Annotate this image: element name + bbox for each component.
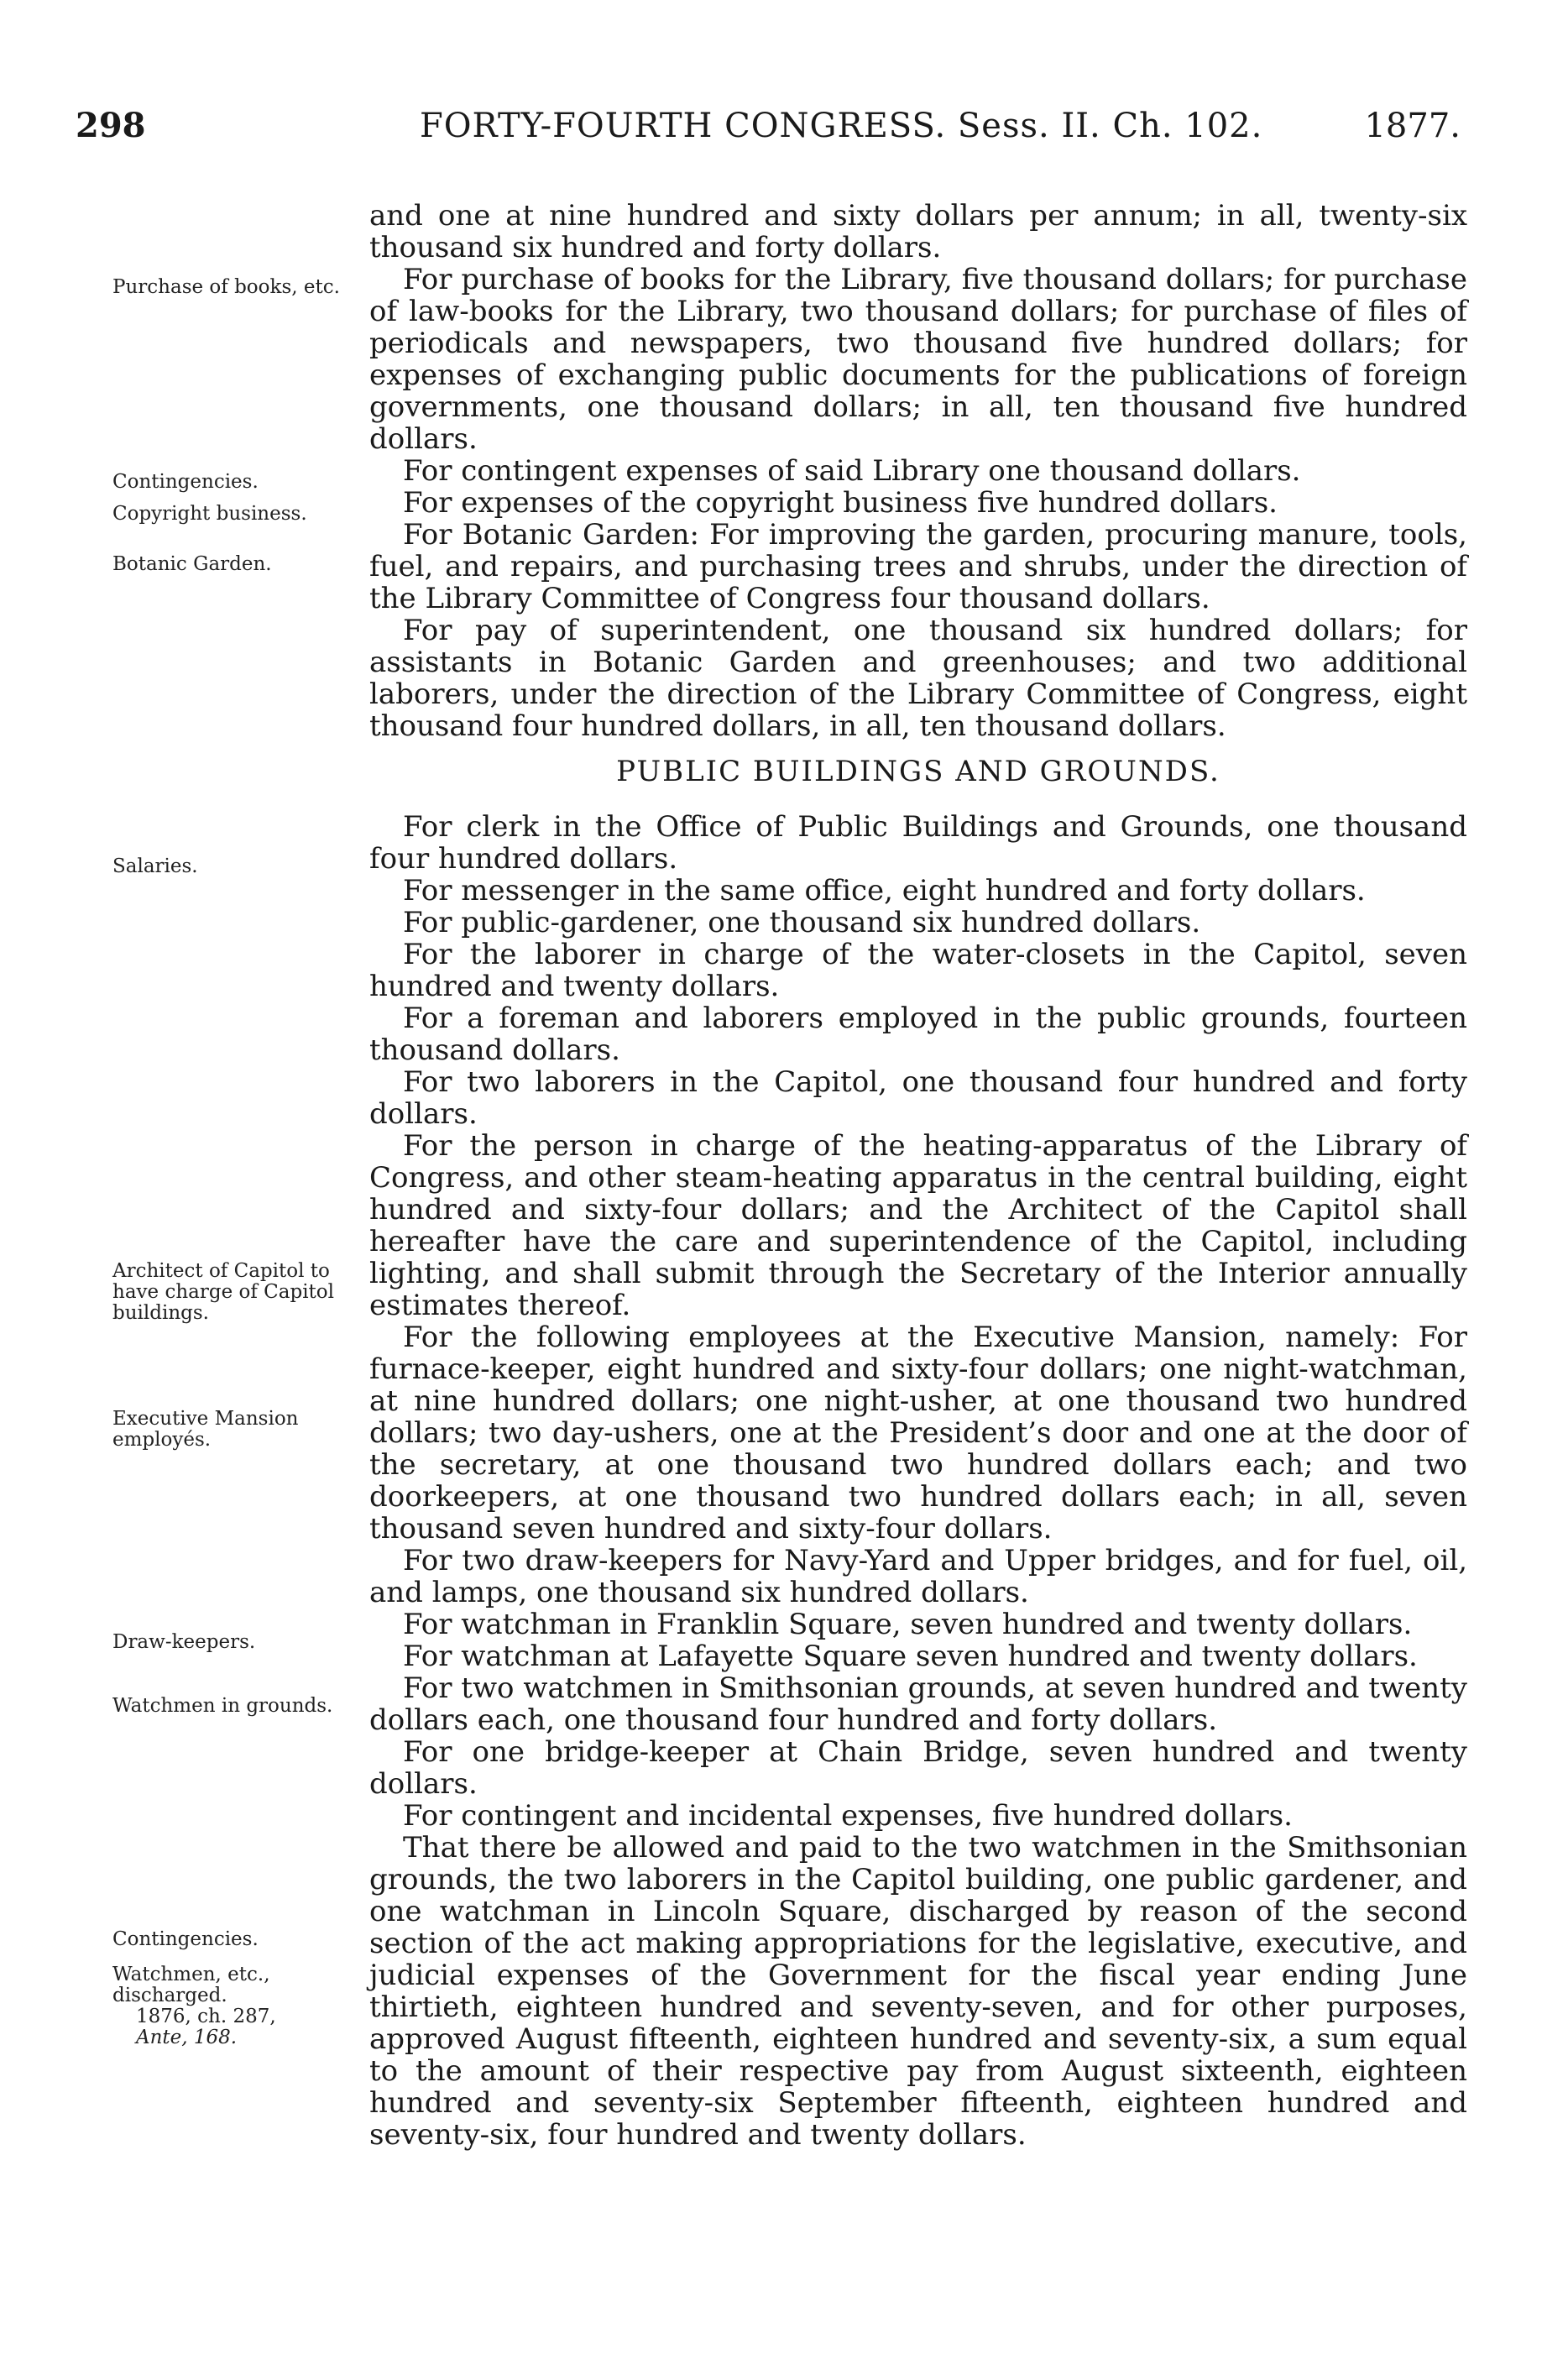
paragraph: For a foreman and laborers employed in the public grounds, fourteen thousand dollars. <box>369 1002 1467 1067</box>
margin-note-contingencies: Contingencies. <box>112 471 259 493</box>
paragraph: and one at nine hundred and sixty dollars per annum; in all, twenty-six thousand six hundred and forty dollars. <box>369 199 1467 264</box>
paragraph: For Botanic Garden: For improving the garden, procuring manure, tools, fuel, and repairs, and purchasing trees and shrubs, under the direction of the Library Committee of Congress four thousand dollars. <box>369 518 1467 615</box>
paragraph: For pay of superintendent, one thousand six hundred dollars; for assistants in Botanic Garden and greenhouses; and two additional laborers, under the direction of the Library Committee of Congress, eight thousand four hundred dollars, in all, ten thousand dollars. <box>369 614 1467 743</box>
paragraph: For watchman at Lafayette Square seven hundred and twenty dollars. <box>403 1640 1418 1673</box>
margin-note-executive-mansion: Executive Mansion employés. <box>112 1408 299 1451</box>
section-heading: PUBLIC BUILDINGS AND GROUNDS. <box>616 755 1220 788</box>
margin-note-draw-keepers: Draw-keepers. <box>112 1631 256 1653</box>
header-year: 1877. <box>1364 107 1461 145</box>
margin-note-watchmen-discharged <box>112 1964 356 2048</box>
margin-note-botanic-garden: Botanic Garden. <box>112 553 272 575</box>
paragraph: For purchase of books for the Library, five thousand dollars; for purchase of law-books for the Library, two thousand dollars; for purchase of files of periodicals and newspapers, two thousand five hundred dollars; for expenses of exchanging public documents for the publications of foreign governments, one thousand dollars; in all, ten thousand five hundred dollars. <box>369 263 1467 456</box>
margin-note-contingencies-2: Contingencies. <box>112 1928 259 1950</box>
page-header <box>76 101 1461 151</box>
margin-note-watchmen-grounds: Watchmen in grounds. <box>112 1695 333 1717</box>
margin-note-architect-capitol: Architect of Capitol to have charge of Capitol buildings. <box>112 1260 334 1324</box>
paragraph: For contingent and incidental expenses, five hundred dollars. <box>403 1799 1293 1833</box>
margin-note-copyright: Copyright business. <box>112 503 307 525</box>
margin-note-citation-ante: Ante, 168. <box>136 2027 238 2048</box>
margin-note-citation-act: 1876, ch. 287, <box>136 2006 276 2027</box>
paragraph: For the laborer in charge of the water-closets in the Capitol, seven hundred and twenty dollars. <box>369 938 1467 1003</box>
paragraph: For one bridge-keeper at Chain Bridge, seven hundred and twenty dollars. <box>369 1735 1467 1801</box>
paragraph: For watchman in Franklin Square, seven hundred and twenty dollars. <box>403 1608 1413 1641</box>
margin-note-watchmen-discharged-text: Watchmen, etc., discharged. <box>112 1964 270 2006</box>
page-number: 298 <box>76 106 146 145</box>
paragraph: For messenger in the same office, eight hundred and forty dollars. <box>403 874 1366 908</box>
paragraph: For two watchmen in Smithsonian grounds, at seven hundred and twenty dollars each, one thousand four hundred and forty dollars. <box>369 1671 1467 1737</box>
paragraph: For contingent expenses of said Library one thousand dollars. <box>403 454 1301 488</box>
paragraph: For two laborers in the Capitol, one thousand four hundred and forty dollars. <box>369 1065 1467 1131</box>
paragraph: For expenses of the copyright business five hundred dollars. <box>403 486 1278 520</box>
paragraph: For the following employees at the Executive Mansion, namely: For furnace-keeper, eight hundred and sixty-four dollars; one night-watchman, at nine hundred dollars; one night-usher, at one thousand two hundred dollars; two day-ushers, one at the President’s door and one at the door of the secretary, at one thousand two hundred dollars each; and two doorkeepers, at one thousand two hundred dollars each; in all, seven thousand seven hundred and sixty-four dollars. <box>369 1321 1467 1546</box>
paragraph: For public-gardener, one thousand six hundred dollars. <box>403 906 1201 939</box>
statute-body <box>369 200 1467 2151</box>
margin-note-purchase-books: Purchase of books, etc. <box>112 276 340 298</box>
margin-note-salaries: Salaries. <box>112 855 198 877</box>
paragraph: That there be allowed and paid to the two watchmen in the Smithsonian grounds, the two laborers in the Capitol building, one public gardener, and one watchman in Lincoln Square, discharged by reason of the second section of the act making appropriations for the legislative, executive, and judicial expenses of the Government for the fiscal year ending June thirtieth, eighteen hundred and seventy-seven, and for other purposes, approved August fifteenth, eighteen hundred and seventy-six, a sum equal to the amount of their respective pay from August sixteenth, eighteen hundred and seventy-six September fifteenth, eighteen hundred and seventy-six, four hundred and twenty dollars. <box>369 1831 1467 2152</box>
paragraph: For clerk in the Office of Public Buildings and Grounds, one thousand four hundred dollars. <box>369 810 1467 876</box>
paragraph: For the person in charge of the heating-apparatus of the Library of Congress, and other steam-heating apparatus in the central building, eight hundred and sixty-four dollars; and the Architect of the Capitol shall hereafter have the care and superintendence of the Capitol, including lighting, and shall submit through the Secretary of the Interior annually estimates thereof. <box>369 1129 1467 1322</box>
paragraph: For two draw-keepers for Navy-Yard and Upper bridges, and for fuel, oil, and lamps, one thousand six hundred dollars. <box>369 1544 1467 1609</box>
running-head: FORTY-FOURTH CONGRESS. Sess. II. Ch. 102. <box>420 107 1263 145</box>
